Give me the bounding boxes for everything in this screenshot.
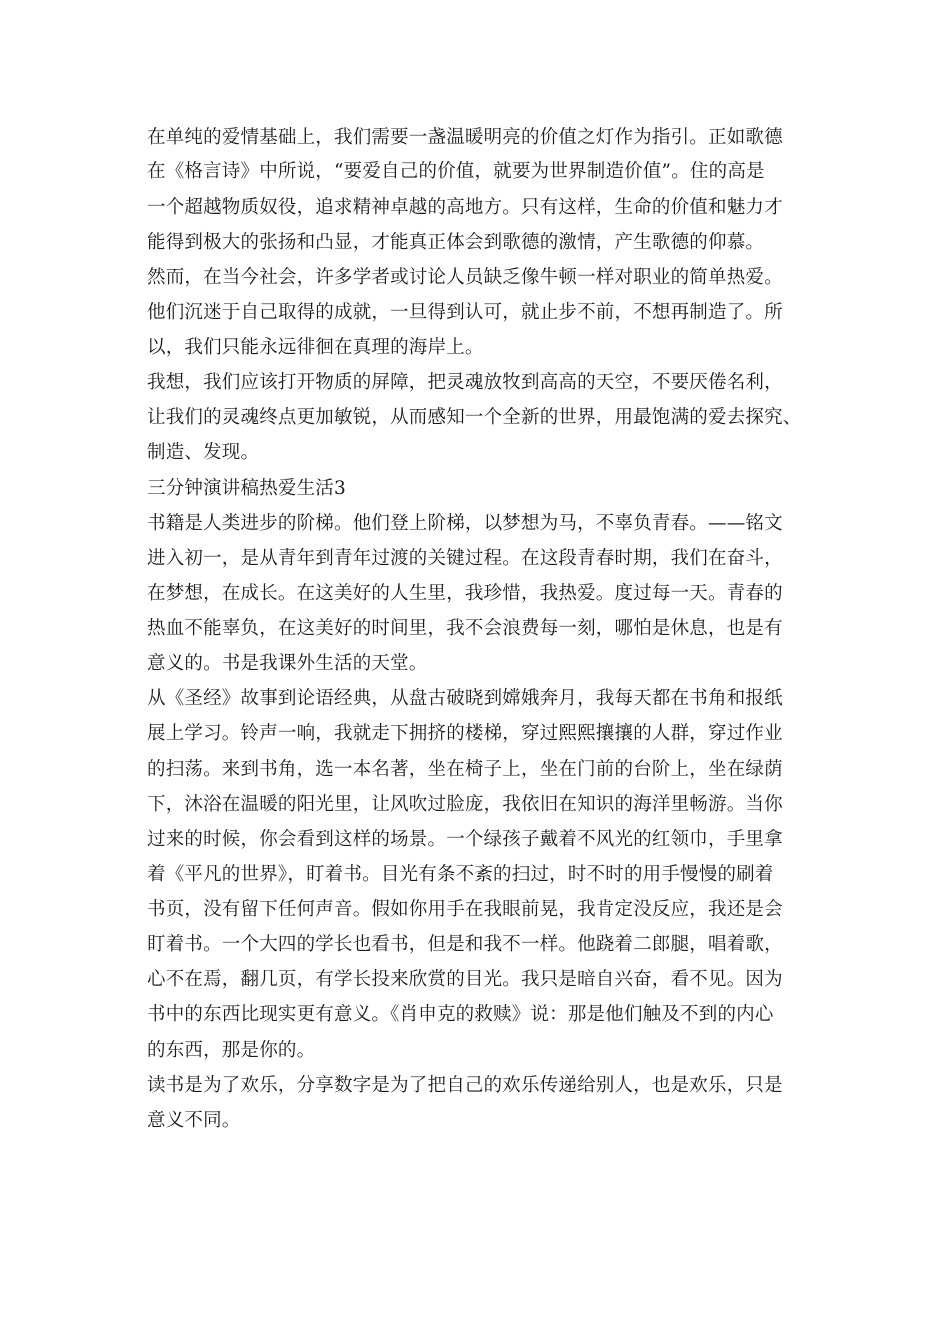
section-heading: 三分钟演讲稿热爱生活3: [147, 478, 346, 499]
text-line: 盯着书。一个大四的学长也看书，但是和我不一样。他跷着二郎腿，唱着歌，: [147, 934, 783, 955]
text-line: 制造、发现。: [147, 442, 260, 463]
text-line: 心不在焉，翻几页，有学长投来欣赏的目光。我只是暗自兴奋，看不见。因为: [147, 969, 783, 990]
text-line: 读书是为了欢乐，分享数字是为了把自己的欢乐传递给别人，也是欢乐，只是: [147, 1075, 783, 1096]
text-line: 以，我们只能永远徘徊在真理的海岸上。: [147, 337, 484, 358]
text-line: 过来的时候，你会看到这样的场景。一个绿孩子戴着不风光的红领巾，手里拿: [147, 829, 783, 850]
text-line: 展上学习。铃声一响，我就走下拥挤的楼梯，穿过熙熙攘攘的人群，穿过作业: [147, 723, 783, 744]
text-line: 他们沉迷于自己取得的成就，一旦得到认可，就止步不前，不想再制造了。所: [147, 302, 783, 323]
text-line: 着《平凡的世界》，盯着书。目光有条不紊的扫过，时不时的用手慢慢的刷着: [147, 864, 774, 885]
text-line: 意义不同。: [147, 1110, 241, 1131]
text-line: 意义的。书是我课外生活的天堂。: [147, 653, 428, 674]
text-line: 让我们的灵魂终点更加敏锐，从而感知一个全新的世界，用最饱满的爱去探究、: [147, 407, 802, 428]
text-line: 进入初一，是从青年到青年过渡的关键过程。在这段青春时期，我们在奋斗，: [147, 548, 783, 569]
text-line: 能得到极大的张扬和凸显，才能真正体会到歌德的激情，产生歌德的仰慕。: [147, 232, 765, 253]
text-line: 在梦想，在成长。在这美好的人生里，我珍惜，我热爱。度过每一天。青春的: [147, 583, 783, 604]
text-line: 下，沐浴在温暖的阳光里，让风吹过脸庞，我依旧在知识的海洋里畅游。当你: [147, 794, 783, 815]
text-line: 书页，没有留下任何声音。假如你用手在我眼前晃，我肯定没反应，我还是会: [147, 899, 783, 920]
text-line: 在单纯的爱情基础上，我们需要一盏温暖明亮的价值之灯作为指引。正如歌德: [147, 127, 783, 148]
text-line: 书中的东西比现实更有意义。《肖申克的救赎》说：那是他们触及不到的内心: [147, 1004, 774, 1025]
text-line: 的东西，那是你的。: [147, 1040, 316, 1061]
text-line: 热血不能辜负，在这美好的时间里，我不会浪费每一刻，哪怕是休息，也是有: [147, 618, 783, 639]
text-line: 一个超越物质奴役，追求精神卓越的高地方。只有这样，生命的价值和魅力才: [147, 197, 783, 218]
text-line: 然而，在当今社会，许多学者或讨论人员缺乏像牛顿一样对职业的简单热爱。: [147, 267, 783, 288]
text-line: 在《格言诗》中所说，“要爱自己的价值，就要为世界制造价值”。住的高是: [147, 161, 765, 182]
text-line: 的扫荡。来到书角，选一本名著，坐在椅子上，坐在门前的台阶上，坐在绿荫: [147, 759, 783, 780]
text-line: 书籍是人类进步的阶梯。他们登上阶梯，以梦想为马，不辜负青春。——铭文: [147, 513, 783, 534]
text-line: 从《圣经》故事到论语经典，从盘古破晓到嫦娥奔月，我每天都在书角和报纸: [147, 688, 783, 709]
text-line: 我想，我们应该打开物质的屏障，把灵魂放牧到高高的天空，不要厌倦名利，: [147, 372, 783, 393]
